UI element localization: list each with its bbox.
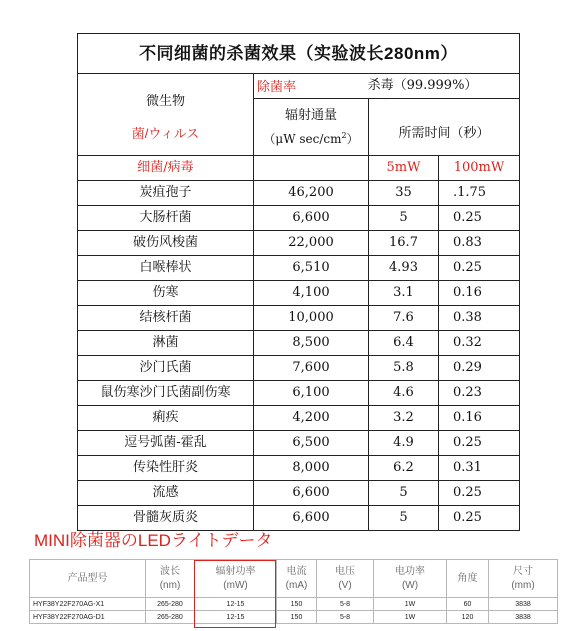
- microbe-name: 伤寒: [78, 281, 254, 306]
- microbe-name: 痢疾: [78, 406, 254, 431]
- flux-value: 4,200: [254, 406, 369, 431]
- time-100mw: 0.25: [439, 256, 520, 281]
- time-100mw: .1.75: [439, 181, 520, 206]
- table-row: [78, 481, 520, 506]
- microbe-name: 大肠杆菌: [78, 206, 254, 231]
- header-power: 电功率 (W): [374, 560, 447, 598]
- table-row: [78, 231, 520, 256]
- table-row: [78, 281, 520, 306]
- time-5mw: 6.4: [369, 331, 439, 356]
- empty-cell: [254, 156, 369, 181]
- flux-value: 8,000: [254, 456, 369, 481]
- microbe-name: 流感: [78, 481, 254, 506]
- microbe-name: 淋菌: [78, 331, 254, 356]
- time-100mw: 0.38: [439, 306, 520, 331]
- sterilization-effect-table: [77, 33, 520, 531]
- table-row: [30, 598, 558, 611]
- power-5mw: 5mW: [369, 156, 439, 181]
- time-5mw: 16.7: [369, 231, 439, 256]
- microbe-name: 炭疽孢子: [78, 181, 254, 206]
- microbe-name: 传染性肝炎: [78, 456, 254, 481]
- time-5mw: 5: [369, 481, 439, 506]
- time-5mw: 35: [369, 181, 439, 206]
- table-row: [78, 456, 520, 481]
- table-row: [78, 306, 520, 331]
- time-5mw: 4.93: [369, 256, 439, 281]
- microbe-name: 破伤风梭菌: [78, 231, 254, 256]
- wavelength-cell: 265-280: [146, 611, 195, 624]
- table-row: [78, 206, 520, 231]
- flux-value: 10,000: [254, 306, 369, 331]
- current-cell: 150: [277, 598, 317, 611]
- time-100mw: 0.83: [439, 231, 520, 256]
- time-100mw: 0.25: [439, 481, 520, 506]
- time-5mw: 3.2: [369, 406, 439, 431]
- current-cell: 150: [277, 611, 317, 624]
- table-row: [78, 256, 520, 281]
- flux-value: 7,600: [254, 356, 369, 381]
- header-model: 产品型号: [30, 560, 146, 598]
- table-row: [78, 356, 520, 381]
- table-row: [78, 181, 520, 206]
- model-cell: HYF38Y22F270AG-X1: [30, 598, 146, 611]
- flux-label: 辐射通量: [284, 107, 337, 123]
- voltage-cell: 5-8: [317, 598, 374, 611]
- flux-header: [254, 99, 369, 156]
- time-100mw: 0.31: [439, 456, 520, 481]
- power-cell: 1W: [374, 611, 447, 624]
- wavelength-cell: 265-280: [146, 598, 195, 611]
- header-size: 尺寸 (mm): [489, 560, 558, 598]
- flux-label-jp: 除菌率: [257, 79, 297, 94]
- table-row: [30, 611, 558, 624]
- time-label-jp: [371, 99, 423, 104]
- time-5mw: 5.8: [369, 356, 439, 381]
- header-radiation-power: 辐射功率 (mW): [195, 560, 277, 598]
- time-100mw: 0.25: [439, 506, 520, 531]
- mini-section-title: MINI除菌器のLEDライトデータ: [34, 531, 273, 550]
- time-5mw: 4.9: [369, 431, 439, 456]
- table-row: [78, 406, 520, 431]
- flux-value: 4,100: [254, 281, 369, 306]
- flux-value: 6,500: [254, 431, 369, 456]
- disinfection-rate: 杀毒（99.999%）: [367, 78, 478, 93]
- microbe-header: [78, 74, 254, 156]
- flux-value: 6,510: [254, 256, 369, 281]
- time-5mw: 7.6: [369, 306, 439, 331]
- header-wavelength: 波长 (nm): [146, 560, 195, 598]
- time-100mw: 0.16: [439, 281, 520, 306]
- microbe-name: 逗号弧菌-霍乱: [78, 431, 254, 456]
- time-5mw: 6.2: [369, 456, 439, 481]
- model-cell: HYF38Y22F270AG-D1: [30, 611, 146, 624]
- time-100mw: 0.25: [439, 431, 520, 456]
- header-current: 电流 (mA): [277, 560, 317, 598]
- time-5mw: 4.6: [369, 381, 439, 406]
- angle-cell: 120: [447, 611, 489, 624]
- microbe-label-jp: 菌/ウィルス: [131, 125, 200, 141]
- category-label: 细菌/病毒: [78, 156, 254, 181]
- time-5mw: 5: [369, 506, 439, 531]
- microbe-name: 白喉棒状: [78, 256, 254, 281]
- flux-value: 22,000: [254, 231, 369, 256]
- flux-value: 6,600: [254, 506, 369, 531]
- time-100mw: 0.29: [439, 356, 520, 381]
- table-row: [78, 431, 520, 456]
- time-100mw: 0.23: [439, 381, 520, 406]
- table-title: 不同细菌的杀菌效果（实验波长280nm）: [78, 34, 520, 74]
- time-label: 所需时间（秒）: [398, 126, 490, 141]
- spec-header-row: [30, 560, 558, 598]
- time-100mw: 0.16: [439, 406, 520, 431]
- microbe-name: 骨髓灰质炎: [78, 506, 254, 531]
- led-spec-table: [29, 559, 558, 624]
- header-voltage: 电压 (V): [317, 560, 374, 598]
- flux-value: 46,200: [254, 181, 369, 206]
- time-100mw: 0.25: [439, 206, 520, 231]
- power-100mw: 100mW: [439, 156, 520, 181]
- flux-value: 6,600: [254, 481, 369, 506]
- microbe-name: 结核杆菌: [78, 306, 254, 331]
- flux-value: 6,600: [254, 206, 369, 231]
- size-cell: 3838: [489, 611, 558, 624]
- time-5mw: 5: [369, 206, 439, 231]
- table-row: [78, 331, 520, 356]
- size-cell: 3838: [489, 598, 558, 611]
- table-row: [78, 381, 520, 406]
- subheader-row: [78, 156, 520, 181]
- flux-value: 8,500: [254, 331, 369, 356]
- microbe-name: 鼠伤寒沙门氏菌副伤寒: [78, 381, 254, 406]
- radiation-power-cell: 12-15: [195, 598, 277, 611]
- flux-value: 6,100: [254, 381, 369, 406]
- disinfection-header: [254, 74, 520, 99]
- microbe-label: 微生物: [145, 93, 185, 109]
- voltage-cell: 5-8: [317, 611, 374, 624]
- time-100mw: 0.32: [439, 331, 520, 356]
- angle-cell: 60: [447, 598, 489, 611]
- time-header: [369, 99, 520, 156]
- radiation-power-cell: 12-15: [195, 611, 277, 624]
- header-angle: 角度: [447, 560, 489, 598]
- time-5mw: 3.1: [369, 281, 439, 306]
- microbe-name: 沙门氏菌: [78, 356, 254, 381]
- power-cell: 1W: [374, 598, 447, 611]
- flux-unit: （μW $\sec/cm^2$）: [263, 130, 359, 146]
